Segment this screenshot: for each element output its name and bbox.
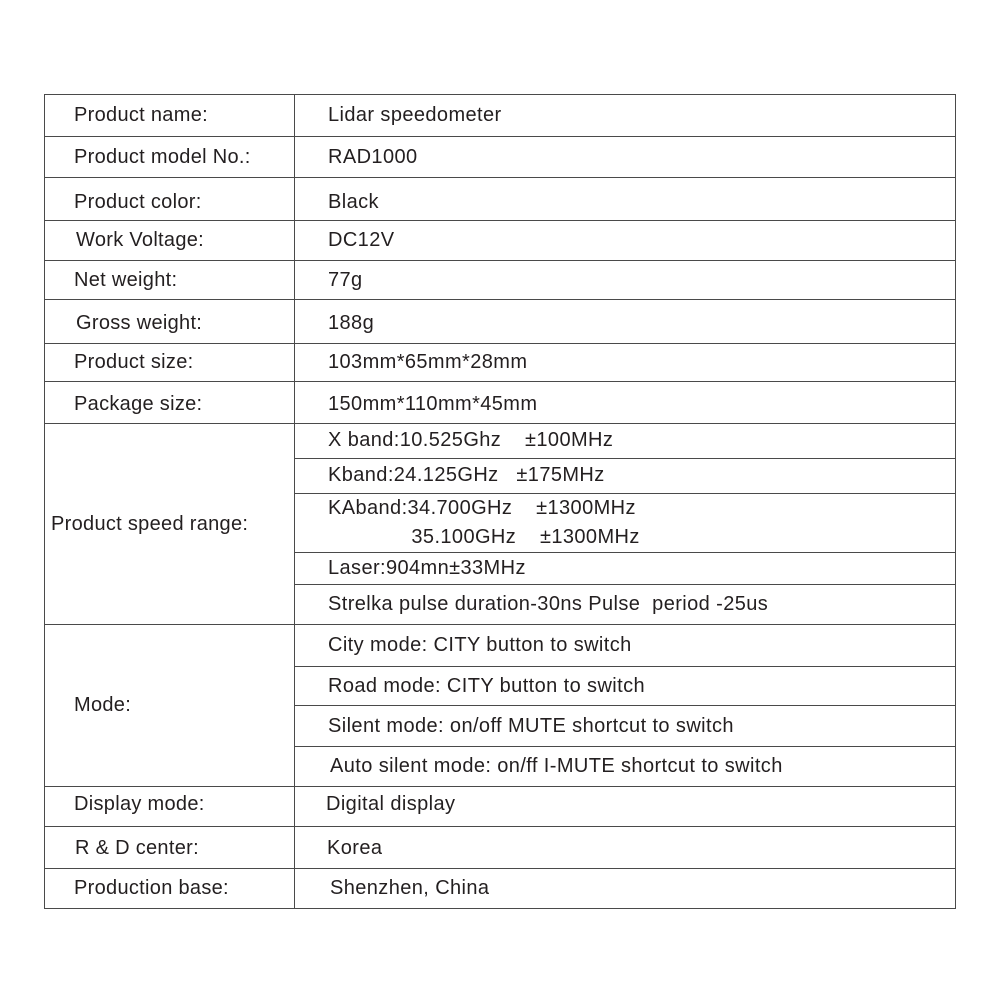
spec-value: 150mm*110mm*45mm (328, 393, 538, 415)
spec-value: RAD1000 (328, 145, 418, 168)
speed-range-item: Kband:24.125GHz ±175MHz (295, 458, 955, 493)
spec-value: Lidar speedometer (328, 104, 502, 126)
spec-value: Shenzhen, China (330, 877, 490, 899)
spec-label: Product name: (45, 95, 295, 136)
spec-label: Product size: (45, 344, 295, 381)
spec-label: R & D center: (45, 827, 295, 868)
spec-row-voltage (45, 220, 955, 260)
spec-row-gross-weight (45, 299, 955, 343)
spec-value: Black (328, 190, 379, 213)
spec-value: 103mm*65mm*28mm (328, 351, 528, 373)
spec-row-display-mode (45, 786, 955, 826)
spec-table (44, 94, 956, 909)
spec-value: DC12V (328, 229, 395, 251)
spec-row-speed-range (45, 423, 955, 624)
mode-item: Auto silent mode: on/ff I-MUTE shortcut to switch (295, 746, 955, 786)
spec-label: Product model No.: (45, 137, 295, 177)
spec-row-package-size (45, 381, 955, 423)
speed-range-list (295, 424, 955, 624)
mode-item: Silent mode: on/off MUTE shortcut to switch (295, 705, 955, 746)
spec-row-product-size (45, 343, 955, 381)
mode-list (295, 625, 955, 786)
spec-label: Display mode: (45, 787, 295, 826)
spec-label: Package size: (45, 382, 295, 423)
spec-value: 188g (328, 312, 375, 334)
spec-row-mode (45, 624, 955, 786)
speed-range-line: 35.100GHz ±1300MHz (328, 526, 640, 548)
spec-label: Product color: (45, 178, 295, 220)
speed-range-item-ka (295, 493, 955, 553)
spec-row-color (45, 177, 955, 220)
spec-row-net-weight (45, 260, 955, 299)
speed-range-item: Laser:904mn±33MHz (295, 552, 955, 584)
mode-item: City mode: CITY button to switch (328, 633, 632, 656)
spec-value: Korea (327, 837, 383, 859)
speed-range-item: Strelka pulse duration-30ns Pulse period -25us (295, 584, 955, 624)
spec-label: Work Voltage: (45, 221, 295, 260)
spec-row-production-base (45, 868, 955, 908)
speed-range-line: KAband:34.700GHz ±1300MHz (328, 497, 636, 519)
spec-value: 77g (328, 268, 363, 291)
speed-range-item: X band:10.525Ghz ±100MHz (328, 429, 614, 452)
spec-label: Production base: (45, 869, 295, 908)
spec-value: Digital display (326, 793, 456, 815)
spec-label: Gross weight: (45, 300, 295, 343)
spec-row-rd-center (45, 826, 955, 868)
spec-label: Product speed range: (45, 424, 295, 624)
spec-label: Net weight: (45, 261, 295, 299)
mode-item: Road mode: CITY button to switch (295, 666, 955, 706)
spec-row-model (45, 136, 955, 177)
spec-label: Mode: (45, 625, 295, 786)
spec-row-product-name (45, 95, 955, 136)
